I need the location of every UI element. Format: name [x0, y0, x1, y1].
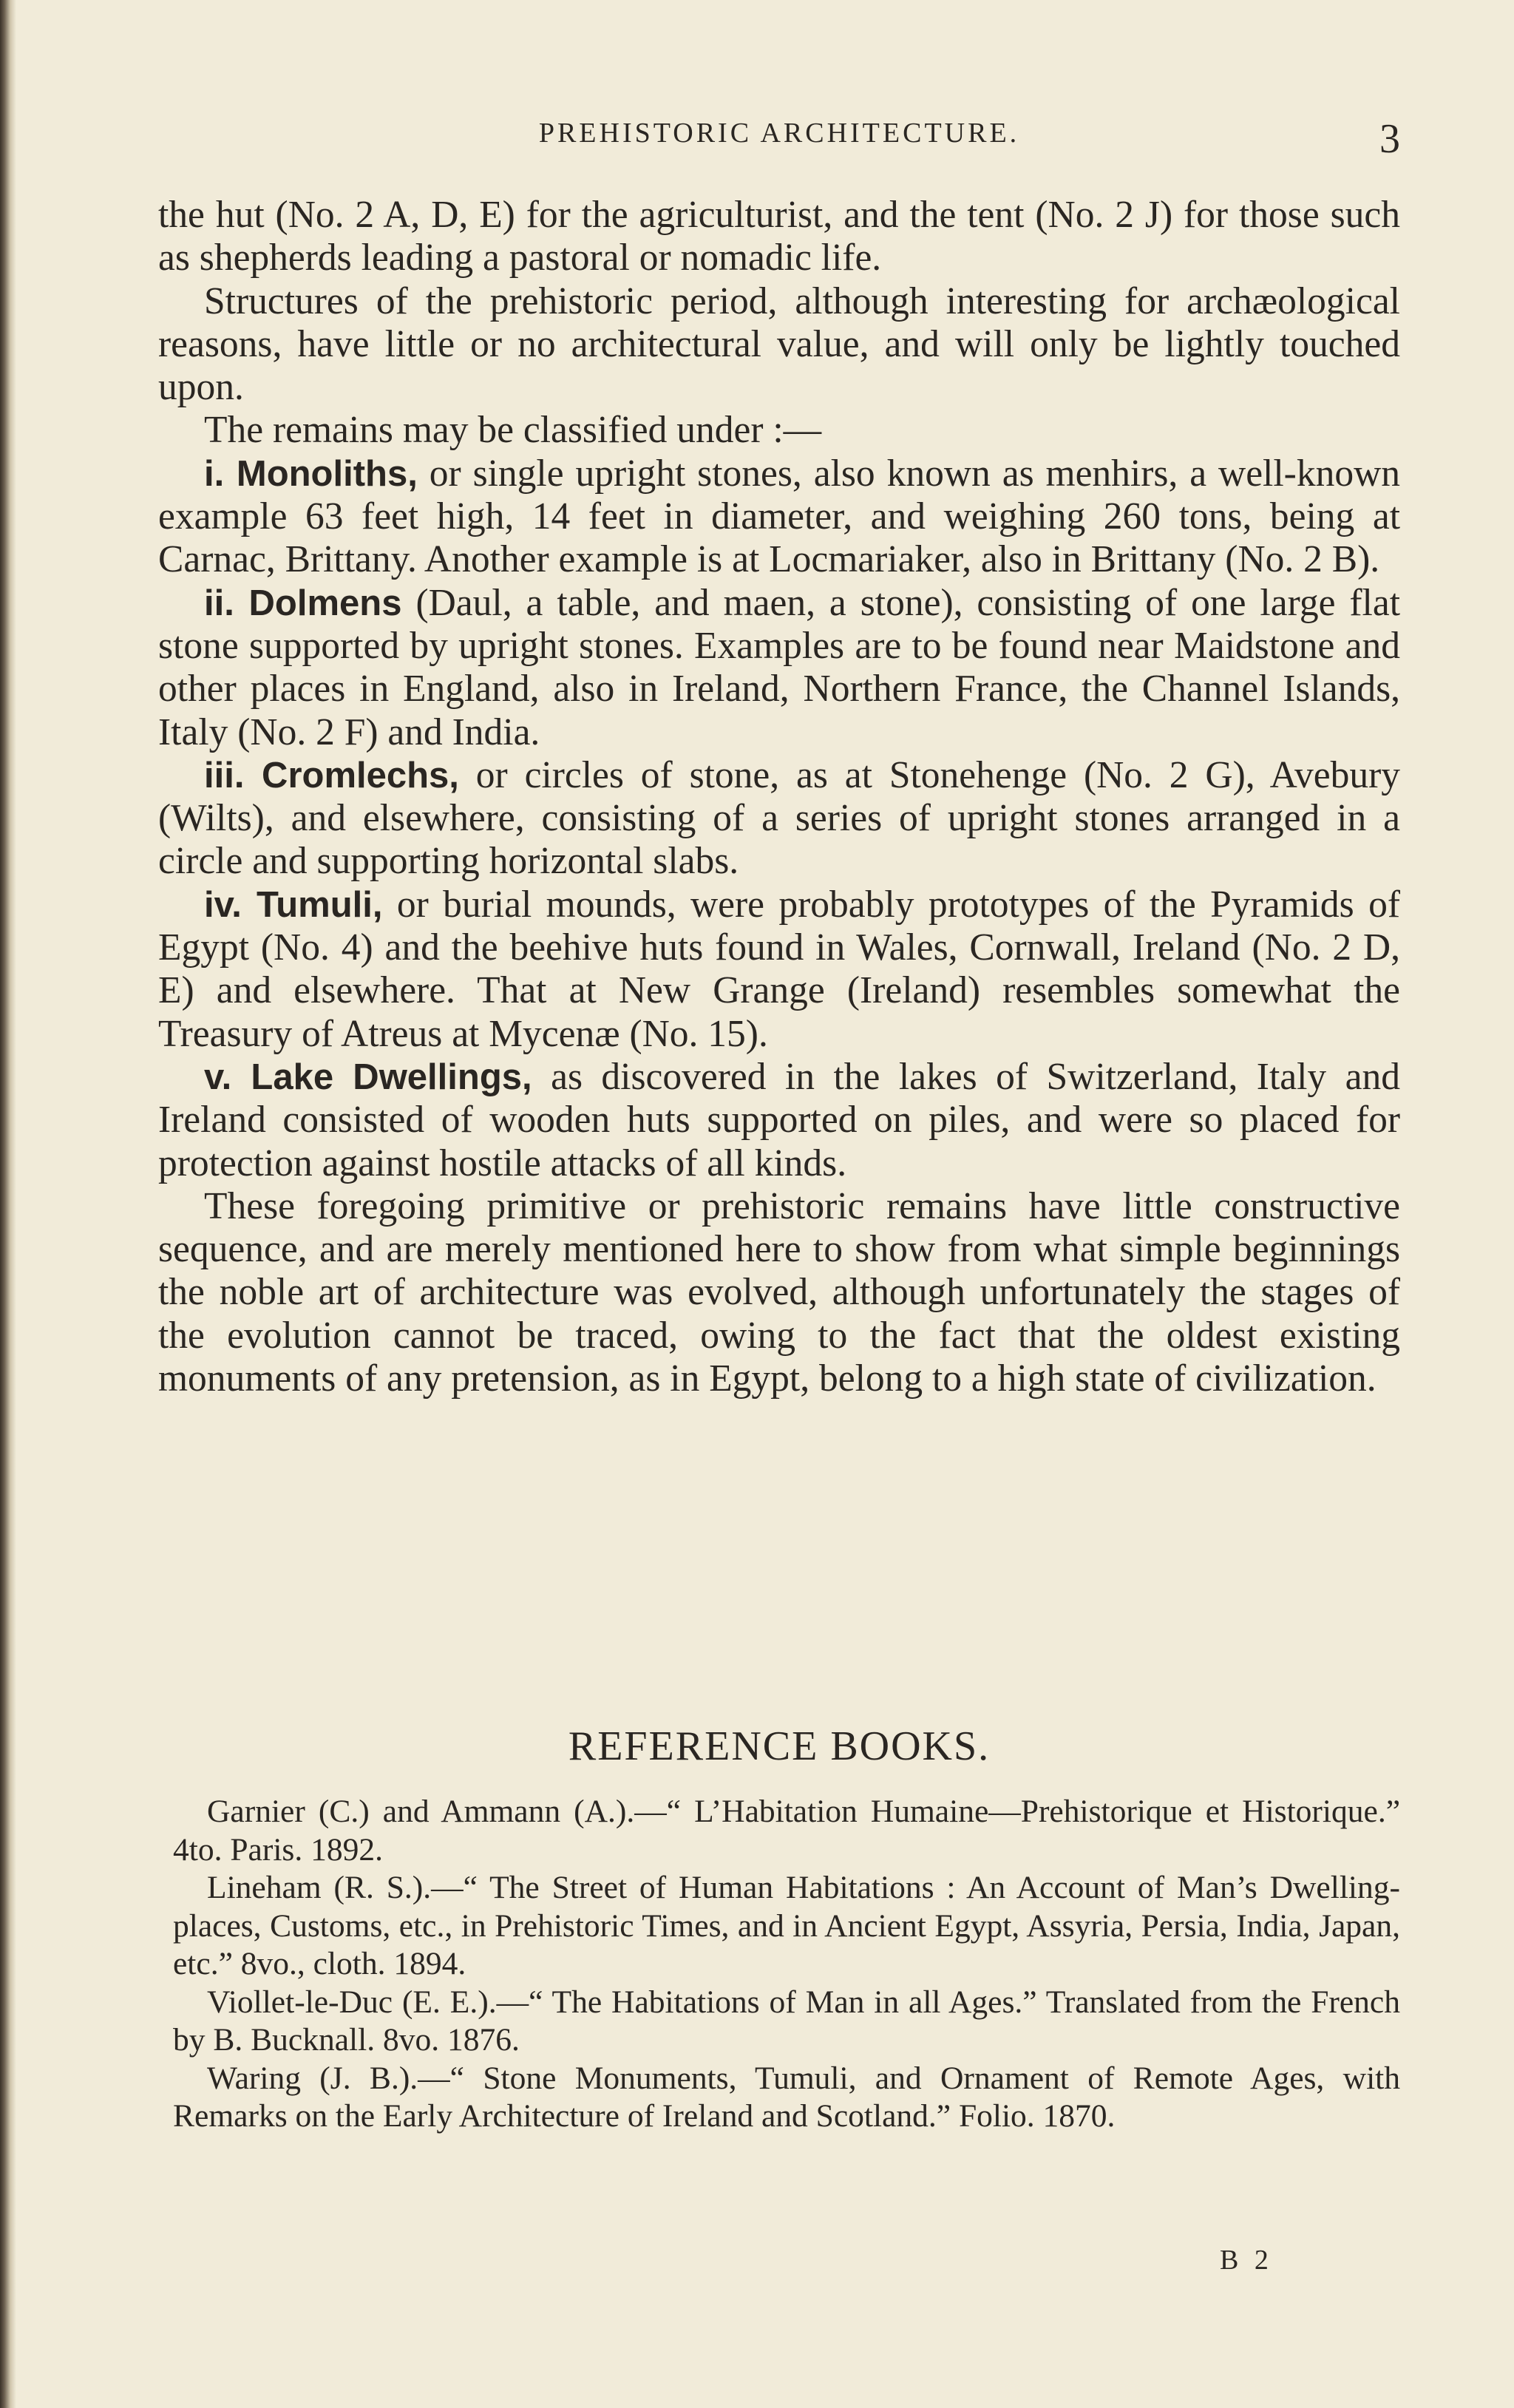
signature-mark: B 2: [1220, 2245, 1273, 2276]
list-item-lake-dwellings: [158, 1056, 1400, 1185]
paragraph-hut-tent: the hut (No. 2 A, D, E) for the agriculturist, and the tent (No. 2 J) for those such as shepherds leading a pastoral or nomadic life.: [158, 194, 1400, 279]
paragraph-structures: Structures of the prehistoric period, although interesting for archæological reasons, have little or no architectural value, and will only be lightly touched upon.: [158, 279, 1400, 409]
body-text: [158, 194, 1400, 1400]
item-heading: iv. Tumuli,: [204, 884, 383, 925]
item-heading: v. Lake Dwellings,: [204, 1057, 532, 1097]
reference-entry: Viollet-le-Duc (E. E.).—“ The Habitations of Man in all Ages.” Translated from the French by B. Bucknall. 8vo. 1876.: [173, 1984, 1400, 2058]
item-heading: i. Monoliths,: [204, 453, 418, 494]
paragraph-classification: The remains may be classified under :—: [204, 409, 822, 452]
paragraph-conclusion: These foregoing primitive or prehistoric remains have little constructive sequence, and are merely mentioned here to show from what simple beginnings the noble art of architecture was evolved, although unfortunately the stages of the evolution cannot be traced, owing to the fact that the oldest existing monuments of any pretension, as in Egypt, belong to a high state of civilization.: [158, 1184, 1400, 1400]
list-item-dolmens: [158, 582, 1400, 754]
reference-entry: Garnier (C.) and Ammann (A.).—“ L’Habitation Humaine—Prehistorique et Historique.” 4to. Paris. 1892.: [173, 1794, 1400, 1868]
running-header: [158, 117, 1400, 161]
item-text: or circles of stone, as at Stonehenge (No. 2 G), Avebury (Wilts), and elsewhere, consisting of a series of upright stones arranged in a circle and supporting horizontal slabs.: [158, 753, 1401, 883]
reference-books-heading: REFERENCE BOOKS.: [568, 1723, 991, 1769]
running-title: PREHISTORIC ARCHITECTURE.: [538, 118, 1020, 149]
item-text: or single upright stones, also known as menhirs, a well-known example 63 feet high, 14 feet in diameter, and weighing 260 tons, being at Carnac, Brittany. Another example is at Locmariaker, also in Brittany (No. 2 B).: [158, 452, 1401, 581]
reference-entry: Waring (J. B.).—“ Stone Monuments, Tumuli, and Ornament of Remote Ages, with Remarks on the Early Architecture of Ireland and Scotland.” Folio. 1870.: [173, 2060, 1400, 2134]
item-text: or burial mounds, were probably prototypes of the Pyramids of Egypt (No. 4) and the beehive huts found in Wales, Cornwall, Ireland (No. 2 D, E) and elsewhere. That at New Grange (Ireland) resembles somewhat the Treasury of Atreus at Mycenæ (No. 15).: [158, 883, 1400, 1055]
list-item-cromlechs: [158, 754, 1400, 884]
list-item-tumuli: [158, 884, 1400, 1056]
item-heading: iii. Cromlechs,: [204, 755, 459, 796]
item-text: (Daul, a table, and maen, a stone), consisting of one large flat stone supported by upright stones. Examples are to be found near Maidstone and other places in England, also in Ireland, Northern France, the Channel Islands, Italy (No. 2 F) and India.: [158, 581, 1401, 753]
reference-list: [173, 1793, 1400, 2136]
binding-edge: [0, 0, 16, 2408]
reference-entry: Lineham (R. S.).—“ The Street of Human Habitations : An Account of Man’s Dwelling-places, Customs, etc., in Prehistoric Times, and in Ancient Egypt, Assyria, Persia, India, Japan, etc.” 8vo., cloth. 1894.: [173, 1870, 1400, 1981]
item-heading: ii. Dolmens: [204, 583, 402, 623]
list-item-monoliths: [158, 452, 1400, 582]
item-text: as discovered in the lakes of Switzerland, Italy and Ireland consisted of wooden huts supported on piles, and were so placed for protection against hostile attacks of all kinds.: [158, 1055, 1400, 1184]
page-number: 3: [1379, 116, 1400, 162]
